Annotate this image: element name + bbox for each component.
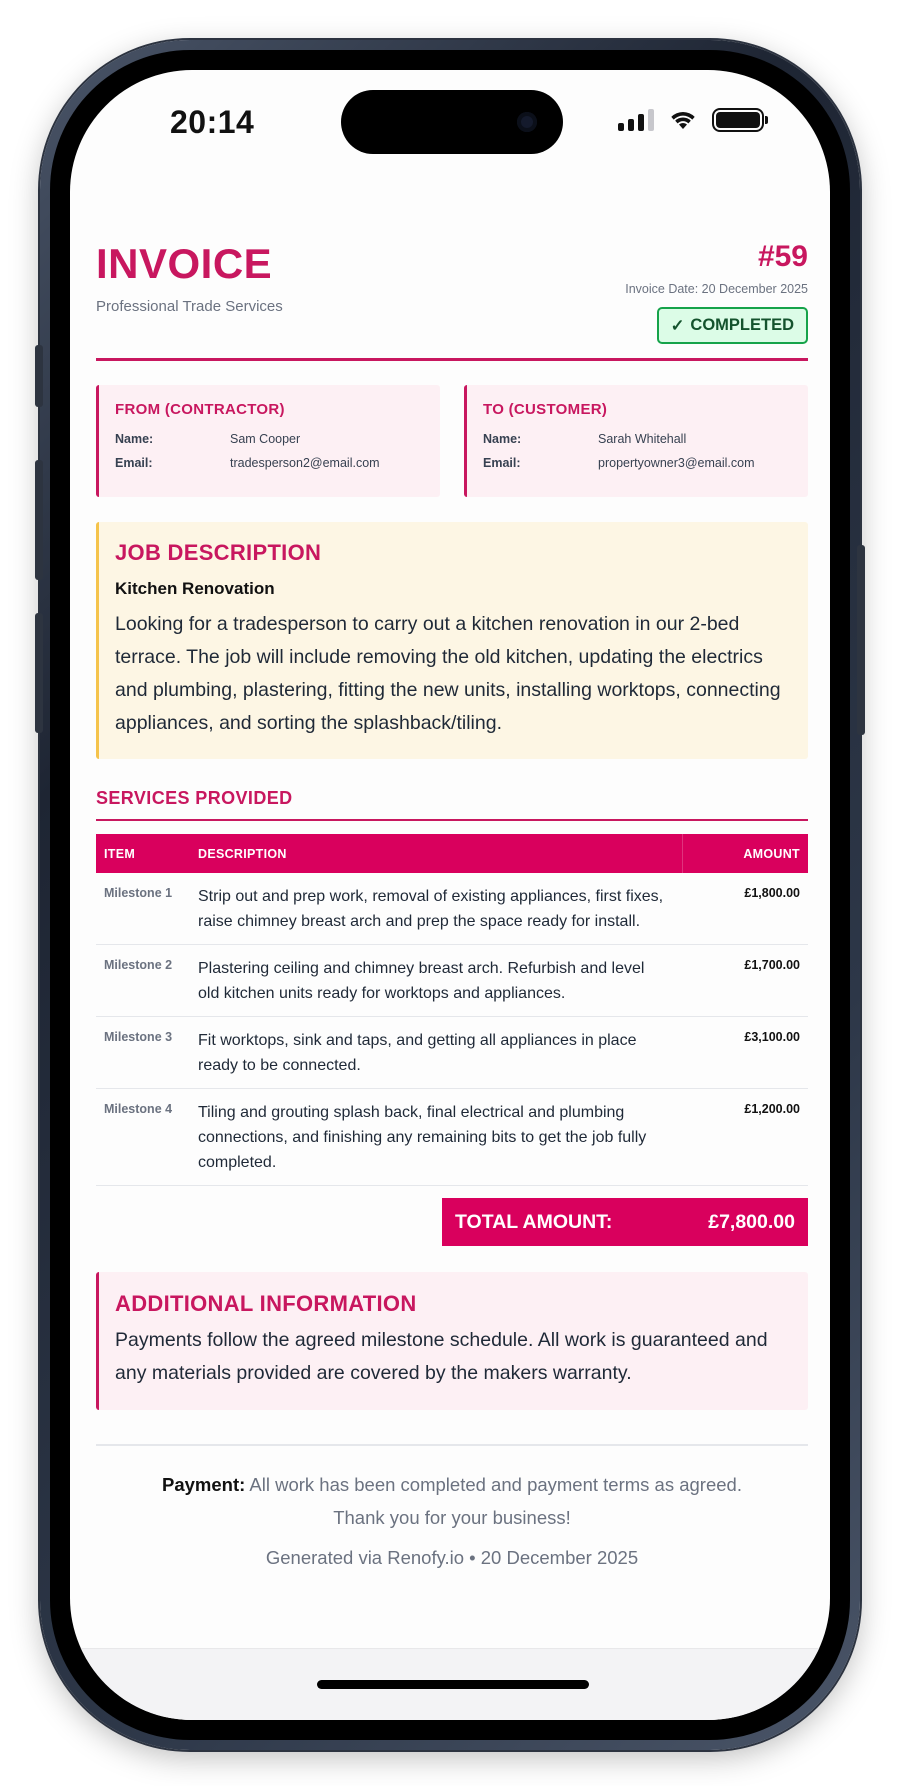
row-description: Tiling and grouting splash back, final electrical and plumbing connections, and finishing any remaining bits to get the job fully completed. bbox=[190, 1089, 682, 1186]
status-badge-label: COMPLETED bbox=[690, 316, 794, 334]
row-amount: £3,100.00 bbox=[682, 1017, 808, 1089]
volume-down-button bbox=[35, 613, 43, 733]
action-button bbox=[35, 345, 43, 407]
invoice-footer bbox=[96, 1444, 808, 1569]
from-heading: FROM (CONTRACTOR) bbox=[115, 401, 285, 418]
row-item: Milestone 2 bbox=[96, 945, 190, 1017]
services-table bbox=[96, 834, 808, 1186]
row-description: Plastering ceiling and chimney breast arch. Refurbish and level old kitchen units ready for worktops and appliances. bbox=[190, 945, 682, 1017]
generated-note: Generated via Renofy.io • 20 December 2025 bbox=[265, 1547, 639, 1568]
col-description-header: DESCRIPTION bbox=[198, 846, 287, 861]
invoice-date: Invoice Date: 20 December 2025 bbox=[625, 282, 808, 296]
status-icons bbox=[618, 108, 764, 132]
job-heading: JOB DESCRIPTION bbox=[115, 540, 322, 565]
row-amount: £1,800.00 bbox=[682, 873, 808, 945]
to-email[interactable]: propertyowner3@email.com bbox=[598, 456, 755, 470]
table-row bbox=[96, 945, 808, 1017]
header-divider bbox=[96, 358, 808, 361]
dynamic-island bbox=[341, 90, 563, 154]
status-bar bbox=[70, 70, 830, 180]
status-time: 20:14 bbox=[170, 104, 255, 140]
thank-you-text: Thank you for your business! bbox=[333, 1507, 571, 1528]
cellular-signal-icon bbox=[618, 109, 654, 131]
check-icon: ✓ bbox=[670, 316, 685, 335]
to-name: Sarah Whitehall bbox=[598, 432, 687, 446]
total-label: TOTAL AMOUNT: bbox=[455, 1210, 613, 1233]
from-card bbox=[96, 385, 440, 497]
wifi-icon bbox=[668, 109, 698, 131]
row-description: Strip out and prep work, removal of existing appliances, first fixes, raise chimney breast arch and prep the space ready for install. bbox=[190, 873, 682, 945]
battery-icon bbox=[712, 108, 764, 132]
row-amount: £1,200.00 bbox=[682, 1089, 808, 1186]
row-item: Milestone 3 bbox=[96, 1017, 190, 1089]
invoice-subtitle: Professional Trade Services bbox=[96, 298, 283, 315]
to-email-label: Email: bbox=[483, 456, 521, 470]
table-row bbox=[96, 1089, 808, 1186]
job-title: Kitchen Renovation bbox=[115, 579, 275, 598]
to-card bbox=[464, 385, 808, 497]
from-email-label: Email: bbox=[115, 456, 153, 470]
table-row bbox=[96, 873, 808, 945]
additional-heading: ADDITIONAL INFORMATION bbox=[115, 1291, 417, 1316]
total-value: £7,800.00 bbox=[708, 1210, 795, 1233]
additional-info-card bbox=[96, 1272, 808, 1410]
col-amount-header: AMOUNT bbox=[682, 834, 808, 873]
status-badge bbox=[657, 307, 808, 344]
total-amount-bar bbox=[442, 1198, 808, 1246]
invoice-number: #59 bbox=[757, 240, 808, 273]
job-description-card bbox=[96, 522, 808, 759]
table-header-row bbox=[96, 834, 808, 873]
row-item: Milestone 1 bbox=[96, 873, 190, 945]
invoice-title: INVOICE bbox=[96, 240, 273, 287]
home-indicator[interactable] bbox=[317, 1680, 589, 1689]
payment-text: All work has been completed and payment terms as agreed. bbox=[245, 1474, 742, 1495]
from-name: Sam Cooper bbox=[230, 432, 301, 446]
table-row bbox=[96, 1017, 808, 1089]
power-button bbox=[857, 545, 865, 735]
payment-note bbox=[96, 1468, 808, 1501]
col-item-header: ITEM bbox=[104, 846, 136, 861]
invoice-header bbox=[96, 240, 808, 358]
to-name-label: Name: bbox=[483, 432, 522, 446]
phone-screen bbox=[70, 70, 830, 1720]
total-wrapper bbox=[96, 1198, 808, 1246]
camera-icon bbox=[517, 112, 537, 132]
services-heading: SERVICES PROVIDED bbox=[96, 788, 808, 821]
from-name-label: Name: bbox=[115, 432, 154, 446]
parties bbox=[96, 385, 808, 497]
volume-up-button bbox=[35, 460, 43, 580]
job-body: Looking for a tradesperson to carry out a kitchen renovation in our 2-bed terrace. The job will include removing the old kitchen, updating the electrics and plumbing, plastering, fitting the new units, installing worktops, connecting appliances, and sorting the splashback/tiling. bbox=[115, 613, 781, 734]
to-heading: TO (CUSTOMER) bbox=[483, 401, 608, 418]
additional-body: Payments follow the agreed milestone schedule. All work is guaranteed and any materials provided are covered by the makers warranty. bbox=[115, 1329, 768, 1384]
row-description: Fit worktops, sink and taps, and getting all appliances in place ready to be connected. bbox=[190, 1017, 682, 1089]
from-email[interactable]: tradesperson2@email.com bbox=[230, 456, 380, 470]
row-amount: £1,700.00 bbox=[682, 945, 808, 1017]
payment-label: Payment: bbox=[162, 1474, 246, 1495]
row-item: Milestone 4 bbox=[96, 1089, 190, 1186]
invoice-document bbox=[96, 240, 808, 1569]
